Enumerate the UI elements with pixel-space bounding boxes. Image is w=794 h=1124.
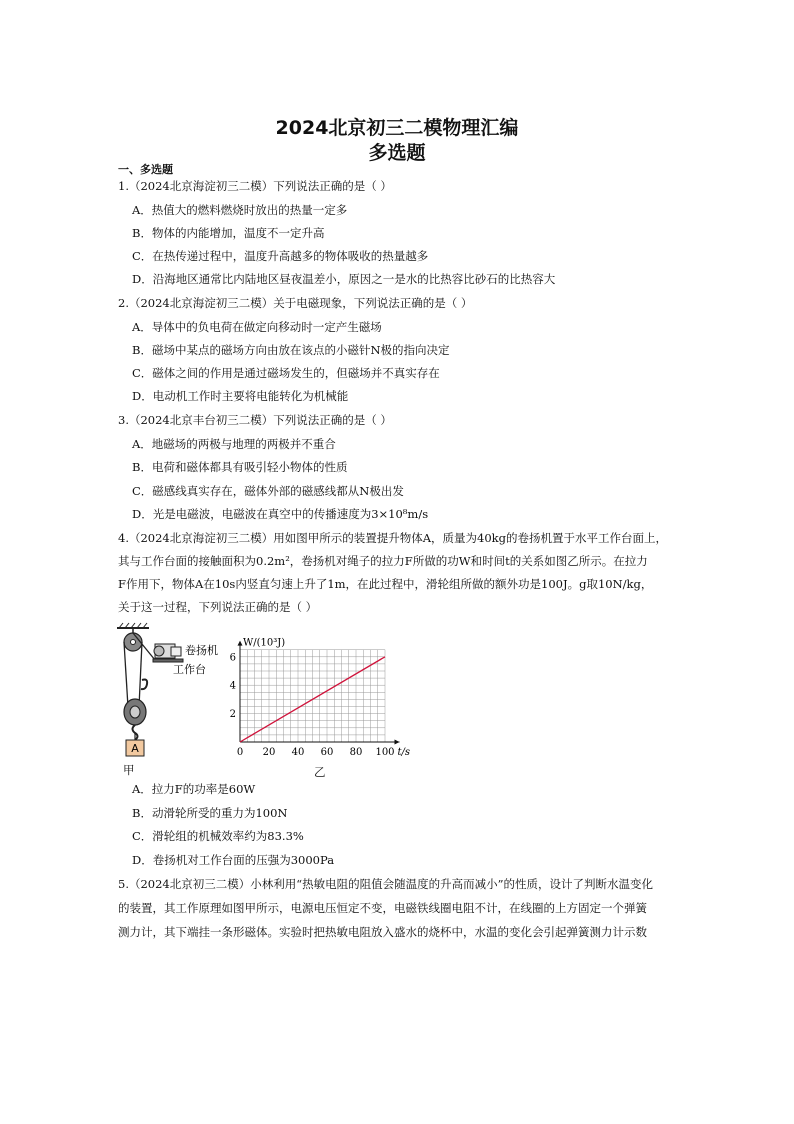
q4-stem-line4: 关于这一过程，下列说法正确的是（ ） (118, 600, 318, 614)
q4-option-b: B．动滑轮所受的重力为100N (132, 806, 288, 820)
q1-option-b: B．物体的内能增加，温度不一定升高 (132, 226, 325, 240)
fig-yi-caption: 乙 (314, 765, 326, 779)
y-tick-label: 2 (229, 709, 236, 721)
x-tick-label: 60 (320, 747, 334, 758)
fig-jia-caption: 甲 (123, 763, 135, 777)
x-tick-label: 100 (375, 747, 395, 758)
object-a-label: A (131, 742, 139, 755)
y-tick-label: 4 (229, 680, 236, 692)
y-axis-label: W/(10³J) (243, 637, 286, 649)
q2-option-a: A．导体中的负电荷在做定向移动时一定产生磁场 (132, 320, 382, 334)
work-table (153, 659, 183, 662)
q2-option-b: B．磁场中某点的磁场方向由放在该点的小磁针N极的指向决定 (132, 343, 450, 357)
page-subtitle: 多选题 (368, 142, 426, 164)
winch-label: 卷扬机 (185, 644, 218, 657)
pulley-diagram (115, 622, 225, 772)
q1-option-d: D．沿海地区通常比内陆地区昼夜温差小，原因之一是水的比热容比砂石的比热容大 (132, 272, 556, 286)
y-axis-arrow (238, 641, 243, 646)
x-axis-label: t/s (397, 747, 411, 758)
x-tick-label: 40 (291, 747, 305, 758)
q3-option-c: C．磁感线真实存在，磁体外部的磁感线都从N极出发 (132, 484, 404, 498)
chart-grid (240, 650, 385, 742)
q3-option-b: B．电荷和磁体都具有吸引轻小物体的性质 (132, 460, 348, 474)
q1-option-a: A．热值大的燃料燃烧时放出的热量一定多 (132, 203, 348, 217)
y-tick-label: 6 (229, 652, 236, 664)
q2-option-c: C．磁体之间的作用是通过磁场发生的，但磁场并不真实存在 (132, 366, 440, 380)
q4-option-a: A．拉力F的功率是60W (132, 782, 256, 796)
x-tick-label: 80 (349, 747, 363, 758)
q1-stem: 1.（2024北京海淀初三二模）下列说法正确的是（ ） (118, 179, 392, 193)
work-time-chart (226, 634, 416, 762)
x-tick-label: 0 (236, 747, 244, 758)
q3-stem: 3.（2024北京丰台初三二模）下列说法正确的是（ ） (118, 413, 392, 427)
q3-option-d: D．光是电磁波，电磁波在真空中的传播速度为3×10⁸m/s (132, 507, 429, 521)
q4-option-c: C．滑轮组的机械效率约为83.3% (132, 829, 304, 843)
q3-option-a: A．地磁场的两极与地理的两极并不重合 (132, 437, 336, 451)
q4-stem-line3: F作用下，物体A在10s内竖直匀速上升了1m，在此过程中，滑轮组所做的额外功是100J。g取10N/kg， (118, 577, 653, 591)
q5-stem-line2: 的装置，其工作原理如图甲所示，电源电压恒定不变，电磁铁线圈电阻不计，在线圈的上方固定一个弹簧 (118, 901, 647, 915)
q4-option-d: D．卷扬机对工作台面的压强为3000Pa (132, 853, 335, 867)
q2-option-d: D．电动机工作时主要将电能转化为机械能 (132, 389, 349, 403)
table-label: 工作台 (173, 663, 206, 676)
x-tick-label: 20 (262, 747, 276, 758)
x-axis-arrow (395, 740, 400, 745)
section-heading: 一、多选题 (118, 163, 173, 176)
q1-option-c: C．在热传递过程中，温度升高越多的物体吸收的热量越多 (132, 249, 429, 263)
q5-stem-line1: 5.（2024北京初三二模）小林利用“热敏电阻的阻值会随温度的升高而减小”的性质，设计了判断水温变化 (118, 877, 653, 891)
q4-stem-line1: 4.（2024北京海淀初三二模）用如图甲所示的装置提升物体A，质量为40kg的卷扬机置于水平工作台面上， (118, 531, 668, 545)
q2-stem: 2.（2024北京海淀初三二模）关于电磁现象，下列说法正确的是（ ） (118, 296, 473, 310)
page-title: 2024北京初三二模物理汇编 (275, 117, 519, 139)
q4-stem-line2: 其与工作台面的接触面积为0.2m²，卷扬机对绳子的拉力F所做的功W和时间t的关系如图乙所示。在拉力 (118, 554, 648, 568)
q5-stem-line3: 测力计，其下端挂一条形磁体。实验时把热敏电阻放入盛水的烧杯中，水温的变化会引起弹簧测力计示数 (118, 925, 647, 939)
